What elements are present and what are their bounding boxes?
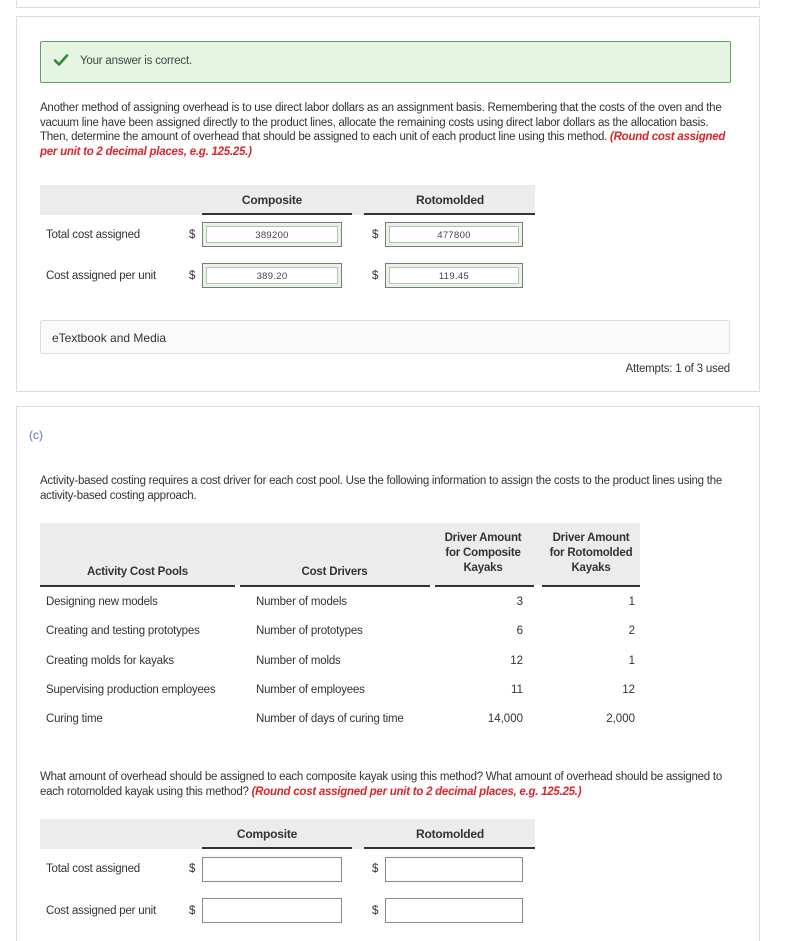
- table-row-rotomolded-amount: 2,000: [606, 713, 635, 725]
- currency-symbol: $: [372, 905, 379, 917]
- row-label-total-cost: Total cost assigned: [46, 863, 141, 875]
- header-driver-rotomolded: [542, 531, 640, 576]
- rounding-note: (Round cost assigned per unit to 2 decimal places, e.g. 125.25.): [251, 785, 582, 798]
- input-value: 389200: [206, 226, 338, 243]
- part-b-instructions: [40, 101, 730, 159]
- table-row-pool: Creating molds for kayaks: [46, 655, 174, 667]
- table-row-pool: Supervising production employees: [46, 684, 216, 696]
- part-c-question: [40, 770, 730, 799]
- header-underline: [364, 847, 535, 849]
- table-row-driver: Number of prototypes: [256, 625, 363, 637]
- table-row-driver: Number of employees: [256, 684, 365, 696]
- part-c-label: (c): [29, 428, 43, 442]
- composite-per-unit-input[interactable]: [202, 263, 342, 288]
- header-underline: [202, 847, 352, 849]
- table-row-driver: Number of molds: [256, 655, 341, 667]
- previous-panel-edge: [16, 0, 760, 8]
- currency-symbol: $: [189, 229, 196, 241]
- header-line: Kayaks: [463, 562, 503, 574]
- rotomolded-total-cost-input[interactable]: [385, 857, 523, 882]
- instructions-text: Another method of assigning overhead is to use direct labor dollars as an assignment basis. Remembering that the costs of the oven and the vacuum line have been assigned directly to the product lines, allocate the remaining costs using direct labor dollars as the allocation basis. Then, determine the amount of overhead that should be assigned to each unit of each product line using this method.: [40, 102, 722, 143]
- currency-symbol: $: [189, 863, 196, 875]
- currency-symbol: $: [372, 863, 379, 875]
- table-row-rotomolded-amount: 1: [628, 655, 635, 667]
- etextbook-label: eTextbook and Media: [52, 331, 167, 345]
- input-value: 477800: [389, 226, 519, 243]
- etextbook-media-link[interactable]: [40, 320, 730, 354]
- currency-symbol: $: [372, 270, 379, 282]
- column-composite: Composite: [241, 193, 303, 207]
- header-underline: [364, 213, 535, 215]
- rounding-note: (Round cost assigned per unit to 2 decimal places, e.g. 125.25.): [40, 131, 726, 158]
- table-row-rotomolded-amount: 2: [628, 625, 635, 637]
- rotomolded-per-unit-input[interactable]: [385, 898, 523, 923]
- table-row-rotomolded-amount: 12: [622, 684, 635, 696]
- rotomolded-total-cost-input[interactable]: [385, 222, 523, 247]
- question-text: What amount of overhead should be assigned to each composite kayak using this method? What amount of overhead should be assigned to each rotomolded kayak using this method?: [40, 771, 722, 798]
- table-row-pool: Creating and testing prototypes: [46, 625, 200, 637]
- row-label-total-cost: Total cost assigned: [46, 229, 141, 241]
- composite-total-cost-input[interactable]: [202, 857, 342, 882]
- header-cost-drivers: Cost Drivers: [301, 566, 368, 578]
- feedback-text: Your answer is correct.: [80, 55, 192, 67]
- column-rotomolded: Rotomolded: [416, 827, 484, 841]
- table-row-composite-amount: 11: [511, 684, 523, 696]
- currency-symbol: $: [372, 229, 379, 241]
- row-label-cost-per-unit: Cost assigned per unit: [46, 270, 157, 282]
- header-line: Driver Amount: [444, 532, 522, 544]
- attempts-counter: Attempts: 1 of 3 used: [625, 363, 730, 375]
- column-composite: Composite: [236, 827, 298, 841]
- header-activity-cost-pools: Activity Cost Pools: [87, 566, 188, 578]
- table-row-rotomolded-amount: 1: [628, 596, 635, 608]
- input-value: 119.45: [389, 267, 519, 284]
- table-row-composite-amount: 3: [516, 596, 523, 608]
- table-row-driver: Number of days of curing time: [256, 713, 404, 725]
- header-underline: [240, 585, 430, 587]
- currency-symbol: $: [189, 270, 196, 282]
- header-underline: [202, 213, 352, 215]
- table-row-pool: Curing time: [46, 713, 103, 725]
- composite-per-unit-input[interactable]: [202, 898, 342, 923]
- table-row-pool: Designing new models: [46, 596, 158, 608]
- header-line: Driver Amount: [552, 532, 630, 544]
- header-underline: [542, 585, 640, 587]
- header-driver-composite: [432, 531, 534, 576]
- header-underline: [435, 585, 534, 587]
- header-line: Kayaks: [571, 562, 611, 574]
- checkmark-icon: [53, 52, 69, 68]
- header-line: for Rotomolded: [549, 547, 633, 559]
- rotomolded-per-unit-input[interactable]: [385, 263, 523, 288]
- table-row-composite-amount: 12: [510, 655, 523, 667]
- composite-total-cost-input[interactable]: [202, 222, 342, 247]
- input-value: 389.20: [206, 267, 338, 284]
- currency-symbol: $: [189, 905, 196, 917]
- row-label-cost-per-unit: Cost assigned per unit: [46, 905, 157, 917]
- table-row-composite-amount: 14,000: [487, 713, 523, 725]
- table-row-composite-amount: 6: [516, 625, 523, 637]
- header-line: for Composite: [445, 547, 521, 559]
- table-row-driver: Number of models: [256, 596, 347, 608]
- part-c-intro: Activity-based costing requires a cost driver for each cost pool. Use the following information to assign the costs to the product lines using the activity-based costing approach.: [40, 475, 722, 502]
- header-underline: [40, 585, 235, 587]
- column-rotomolded: Rotomolded: [416, 193, 484, 207]
